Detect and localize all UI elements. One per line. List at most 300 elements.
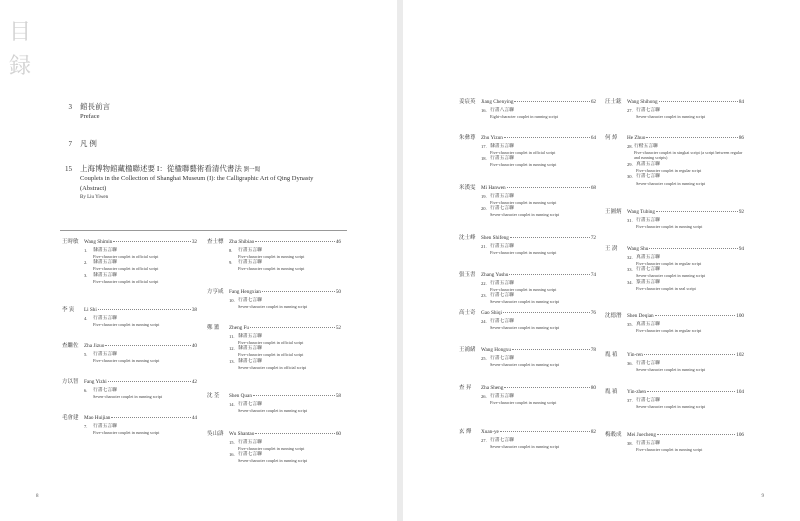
artist-name-zh: 吳山濤	[207, 431, 224, 437]
work-number: 27.	[481, 437, 487, 443]
dot-leader	[504, 387, 589, 388]
entry-heading	[62, 416, 197, 422]
front-matter-byline-zh: 劉一聞	[243, 167, 261, 173]
artist-name-en: Wang Hongxu	[481, 347, 511, 353]
work-description	[238, 452, 307, 464]
entry-page-number: 68	[590, 185, 596, 191]
artist-name-en: Wang Shimin	[84, 239, 113, 245]
work-list	[229, 440, 341, 464]
work-number: 22.	[481, 280, 487, 286]
work-title-zh: 行書五言聯	[490, 243, 514, 249]
work-item	[481, 144, 596, 156]
work-number: 33.	[627, 267, 633, 273]
dot-leader	[255, 241, 335, 242]
contents-entry[interactable]	[605, 433, 744, 452]
work-list	[229, 402, 341, 414]
work-number: 1.	[84, 247, 88, 253]
work-description	[636, 280, 696, 292]
work-title-zh: 隸書七言聯	[238, 358, 262, 364]
work-number: 36.	[627, 360, 633, 366]
work-number: 35.	[627, 321, 633, 327]
contents-entry[interactable]	[605, 353, 744, 372]
contents-entry[interactable]	[62, 308, 197, 327]
artist-name-en: Wang Tubing	[627, 209, 655, 215]
artist-name-en: Fang Yizhi	[84, 379, 107, 385]
entry-page-number: 76	[590, 310, 596, 316]
work-title-en: Seven-character couplet in running script	[636, 180, 706, 186]
contents-entry[interactable]	[459, 430, 596, 449]
dot-leader	[644, 354, 735, 355]
entry-page-number: 44	[191, 415, 197, 421]
contents-entry[interactable]	[207, 432, 341, 464]
work-number: 16.	[481, 107, 487, 113]
work-number: 9.	[229, 260, 233, 266]
work-title-zh: 行書五言聯	[490, 393, 514, 399]
dot-leader	[646, 137, 738, 138]
dot-leader	[649, 248, 737, 249]
work-title-en: Five-character couplet in running script	[490, 399, 557, 405]
work-number: 14.	[229, 401, 235, 407]
artist-name-en: Mi Hanwen	[481, 185, 506, 191]
work-item	[229, 402, 341, 414]
work-title-en: Five-character couplet in official script	[93, 279, 159, 285]
entry-page-number: 60	[335, 431, 341, 437]
work-title-en: Five-character couplet in regular script	[636, 327, 702, 333]
work-description	[490, 356, 559, 368]
work-title-en: Five-character couplet in running script	[238, 445, 305, 451]
dot-leader	[514, 101, 589, 102]
work-title-zh: 行書五言聯	[238, 260, 262, 266]
artist-name-en: Zha Shibiao	[229, 239, 255, 245]
work-description	[636, 441, 702, 453]
work-title-zh: 行書五言聯	[93, 351, 117, 357]
artist-name-zh: 方亨咸	[207, 289, 224, 295]
artist-name-zh: 米漢雯	[459, 185, 476, 191]
work-list	[84, 248, 197, 285]
work-description	[238, 359, 306, 371]
entry-page-number: 46	[335, 239, 341, 245]
work-title-en: Seven-character couplet in running script	[636, 366, 706, 372]
work-description	[238, 334, 303, 346]
work-title-zh: 行書七言聯	[238, 401, 262, 407]
work-description	[636, 322, 701, 334]
front-matter-preface[interactable]	[60, 101, 110, 122]
work-item	[84, 352, 197, 364]
work-description	[238, 346, 303, 358]
work-description	[636, 267, 705, 279]
work-item	[481, 206, 596, 218]
work-title-zh: 行書七言聯	[93, 387, 117, 393]
entry-heading	[605, 314, 744, 320]
work-list	[481, 144, 596, 168]
work-item	[627, 144, 744, 161]
work-list	[481, 319, 596, 331]
work-description	[490, 281, 556, 293]
work-title-en: Five-character couplet in official script	[238, 339, 304, 345]
artist-name-en: Xuan-ye	[481, 429, 499, 435]
artist-name-en: Gao Shiqi	[481, 310, 502, 316]
contents-entry[interactable]	[605, 210, 744, 229]
dot-leader	[262, 291, 335, 292]
work-list	[481, 108, 596, 120]
dot-leader	[105, 345, 191, 346]
artist-name-zh: 梅穀成	[605, 432, 622, 438]
work-number: 27.	[627, 107, 633, 113]
work-description	[238, 260, 304, 272]
work-description	[490, 194, 556, 206]
entry-heading	[459, 100, 596, 106]
work-description	[93, 248, 158, 260]
work-title-en: Seven-character couplet in running script	[490, 299, 560, 305]
contents-entry[interactable]	[207, 240, 341, 272]
dot-leader	[255, 433, 335, 434]
artist-name-zh: 方以智	[62, 379, 79, 385]
dot-leader	[512, 349, 590, 350]
work-title-zh: 行書七言聯	[490, 437, 514, 443]
work-number: 37.	[627, 397, 633, 403]
front-matter-notes[interactable]	[60, 138, 97, 149]
work-title-zh: 行書七言聯	[490, 293, 514, 299]
work-number: 21.	[481, 243, 487, 249]
work-title-en: Five-character couplet in running script	[636, 223, 703, 229]
work-item	[229, 334, 341, 346]
entry-page-number: 52	[335, 325, 341, 331]
contents-entry[interactable]	[459, 311, 596, 330]
dot-leader	[656, 211, 738, 212]
contents-entry[interactable]	[459, 236, 596, 255]
work-title-en: Five-character couplet in running script	[490, 162, 557, 168]
work-title-en: Five-character couplet in regular script	[636, 167, 702, 173]
work-description	[490, 156, 556, 168]
entry-heading	[459, 348, 596, 354]
work-item	[229, 440, 341, 452]
artist-name-zh: 高士奇	[459, 310, 476, 316]
artist-name-zh: 查繼佐	[62, 343, 79, 349]
work-item	[229, 359, 341, 371]
work-number: 25.	[481, 355, 487, 361]
work-item	[481, 438, 596, 450]
entry-heading	[459, 236, 596, 242]
work-number: 20.	[481, 206, 487, 212]
contents-entry[interactable]	[207, 326, 341, 371]
entry-heading	[62, 380, 197, 386]
work-title-en: Five-character couplet in running script	[93, 429, 160, 435]
entry-heading	[605, 433, 744, 439]
work-list	[481, 194, 596, 218]
work-title-zh: 真書五言聯	[636, 254, 660, 260]
work-description	[636, 218, 702, 230]
work-list	[627, 398, 744, 410]
work-title-en: Five-character couplet in official script	[93, 266, 159, 272]
work-title-en: Five-character couplet in running script	[636, 446, 703, 452]
entry-page-number: 74	[590, 272, 596, 278]
work-title-en: Seven-character couplet in running script	[490, 324, 560, 330]
work-description	[238, 440, 304, 452]
contents-entry[interactable]	[207, 290, 341, 309]
work-number: 4.	[84, 315, 88, 321]
entry-heading	[605, 136, 744, 142]
contents-entry[interactable]	[459, 100, 596, 119]
work-item	[229, 260, 341, 272]
contents-entry[interactable]	[605, 314, 744, 333]
work-list	[229, 298, 341, 310]
work-description	[636, 255, 701, 267]
front-matter-page: 15	[65, 165, 72, 173]
front-matter-title-en: Couplets in the Collection of Shanghai Museum (I): the Calligraphic Art of Qing Dynasty	[80, 175, 314, 182]
artist-name-zh: 胤 禛	[605, 389, 618, 395]
contents-entry[interactable]	[605, 136, 744, 186]
front-matter-subtitle-en: (Abstract)	[80, 185, 107, 193]
work-item	[627, 322, 744, 334]
left-page	[0, 0, 397, 521]
work-title-en: Five-character couplet in regular script	[636, 260, 702, 266]
work-list	[84, 352, 197, 364]
front-matter-title-zh: 凡 例	[80, 139, 97, 148]
work-description	[93, 260, 158, 272]
entry-heading	[207, 394, 341, 400]
dot-leader	[655, 315, 736, 316]
work-item	[481, 194, 596, 206]
work-description	[490, 206, 559, 218]
artist-name-en: Shen Deqian	[627, 313, 654, 319]
artist-name-zh: 王時敏	[62, 239, 79, 245]
work-description	[636, 162, 701, 174]
entry-page-number: 104	[736, 389, 744, 395]
work-description	[490, 319, 559, 331]
work-title-zh: 行書七言聯	[636, 267, 660, 273]
work-title-zh: 行書七言聯	[238, 452, 262, 458]
artist-name-en: Zha Jizuo	[84, 343, 105, 349]
work-item	[481, 356, 596, 368]
work-item	[84, 248, 197, 260]
dot-leader	[657, 434, 735, 435]
work-list	[84, 424, 197, 436]
artist-name-en: Zheng Fu	[229, 325, 250, 331]
work-item	[84, 273, 197, 285]
work-title-zh: 行書五言聯	[636, 440, 660, 446]
entry-page-number: 106	[736, 432, 744, 438]
entry-heading	[207, 326, 341, 332]
work-description	[238, 402, 307, 414]
front-matter-essay[interactable]	[60, 163, 360, 202]
work-title-zh: 隸書五言聯	[238, 346, 262, 352]
artist-name-en: Mao Huijian	[84, 415, 111, 421]
right-page	[403, 0, 800, 521]
work-number: 7.	[84, 423, 88, 429]
work-title-zh: 行書五言聯	[490, 156, 514, 162]
work-list	[627, 108, 744, 120]
work-item	[84, 424, 197, 436]
dot-leader	[500, 431, 590, 432]
dot-leader	[98, 309, 191, 310]
work-list	[84, 316, 197, 328]
artist-name-en: Zhu Yizun	[481, 135, 503, 141]
work-number: 16.	[229, 452, 235, 458]
entry-page-number: 42	[191, 379, 197, 385]
work-description	[93, 316, 159, 328]
contents-heading-char-2: 録	[9, 54, 32, 79]
contents-heading-char-1: 目	[9, 20, 32, 45]
entry-heading	[62, 308, 197, 314]
work-list	[627, 441, 744, 453]
work-number: 18.	[481, 156, 487, 162]
artist-name-en: Yin-ren	[627, 352, 643, 358]
work-item	[229, 298, 341, 310]
work-number: 23.	[481, 293, 487, 299]
work-description	[636, 174, 705, 186]
entry-heading	[207, 432, 341, 438]
work-number: 8.	[229, 247, 233, 253]
work-description	[490, 144, 555, 156]
contents-entry[interactable]	[605, 390, 744, 409]
work-number: 31.	[627, 217, 633, 223]
contents-entry[interactable]	[459, 273, 596, 305]
work-description	[490, 293, 559, 305]
work-description	[93, 388, 162, 400]
page-number-right: 9	[761, 494, 764, 499]
work-title-zh: 隸書五言聯	[93, 260, 117, 266]
entry-page-number: 78	[590, 347, 596, 353]
work-title-zh: 行書七言聯	[636, 360, 660, 366]
work-title-en: Five-character couplet in running script	[490, 199, 557, 205]
work-description	[634, 144, 744, 161]
work-item	[481, 319, 596, 331]
front-matter-page: 3	[68, 103, 72, 111]
work-title-zh: 隸書五言聯	[93, 272, 117, 278]
work-title-en: Seven-character couplet in running script	[490, 443, 560, 449]
work-description	[238, 248, 304, 260]
dot-leader	[504, 137, 590, 138]
work-number: 6.	[84, 387, 88, 393]
work-title-en: Seven-character couplet in running script	[636, 273, 706, 279]
dot-leader	[659, 101, 738, 102]
dot-leader	[253, 395, 335, 396]
entry-heading	[459, 273, 596, 279]
work-title-zh: 行書八言聯	[490, 107, 514, 113]
front-matter-byline-en: By Liu Yiwen	[80, 195, 109, 201]
work-list	[481, 394, 596, 406]
work-title-zh: 行書七言聯	[238, 297, 262, 303]
work-number: 17.	[481, 143, 487, 149]
contents-entry[interactable]	[459, 348, 596, 367]
artist-name-zh: 沈 荃	[207, 393, 220, 399]
work-item	[84, 388, 197, 400]
work-number: 3.	[84, 272, 88, 278]
entry-page-number: 50	[335, 289, 341, 295]
front-matter-title-zh: 上海博物館藏楹聯述要 I：從楹聯藝術看清代書法	[80, 164, 242, 173]
work-title-zh: 真書五言聯	[636, 161, 660, 167]
work-title-zh: 行書七言聯	[490, 318, 514, 324]
work-item	[627, 255, 744, 267]
work-title-zh: 行書七言聯	[636, 107, 660, 113]
work-item	[481, 244, 596, 256]
entry-page-number: 38	[191, 307, 197, 313]
artist-name-en: Zha Sheng	[481, 385, 504, 391]
entry-heading	[459, 186, 596, 192]
work-list	[84, 388, 197, 400]
work-title-zh: 篆書五言聯	[636, 279, 660, 285]
entry-heading	[605, 210, 744, 216]
artist-name-zh: 胤 禃	[605, 352, 618, 358]
work-title-en: Five-character couplet in xingkai script (a script between regular and running scripts)	[633, 149, 743, 161]
work-item	[481, 281, 596, 293]
work-title-en: Five-character couplet in running script	[93, 321, 160, 327]
work-title-zh: 隸書五言聯	[93, 247, 117, 253]
work-title-en: Seven-character couplet in official script	[238, 365, 307, 371]
work-list	[627, 255, 744, 292]
contents-entry[interactable]	[605, 100, 744, 119]
work-item	[481, 108, 596, 120]
artist-name-en: Shen Quan	[229, 393, 252, 399]
entry-page-number: 40	[191, 343, 197, 349]
work-description	[490, 244, 556, 256]
artist-name-en: Wang Shu	[627, 246, 649, 252]
entry-page-number: 92	[738, 209, 744, 215]
work-title-zh: 行楷五言聯	[633, 143, 658, 149]
work-list	[481, 244, 596, 256]
work-item	[481, 394, 596, 406]
work-item	[229, 346, 341, 358]
work-item	[627, 398, 744, 410]
work-title-en: Five-character couplet in running script	[490, 286, 557, 292]
contents-entry[interactable]	[62, 240, 197, 285]
work-item	[481, 156, 596, 168]
contents-entry[interactable]	[62, 344, 197, 363]
work-title-en: Five-character couplet in running script	[93, 357, 160, 363]
work-title-en: Five-character couplet in running script	[238, 266, 305, 272]
work-item	[229, 452, 341, 464]
work-description	[636, 108, 705, 120]
work-number: 5.	[84, 351, 88, 357]
contents-entry[interactable]	[62, 416, 197, 435]
work-item	[627, 108, 744, 120]
work-list	[627, 361, 744, 373]
artist-name-en: Jiang Chenying	[481, 99, 514, 105]
artist-name-en: Mei Juecheng	[627, 432, 656, 438]
work-number: 38.	[627, 440, 633, 446]
work-title-en: Seven-character couplet in running script	[490, 212, 560, 218]
work-list	[627, 144, 744, 187]
artist-name-en: He Zhuo	[627, 135, 646, 141]
artist-name-zh: 玄 燁	[459, 429, 472, 435]
contents-entry[interactable]	[605, 247, 744, 292]
work-title-en: Five-character couplet in seal script	[636, 286, 696, 292]
contents-entry[interactable]	[207, 394, 341, 413]
work-number: 12.	[229, 346, 235, 352]
work-title-zh: 行書五言聯	[238, 247, 262, 253]
entry-heading	[62, 240, 197, 246]
entry-page-number: 100	[736, 313, 744, 319]
contents-entry[interactable]	[459, 386, 596, 405]
dot-leader	[108, 381, 191, 382]
work-number: 30.	[627, 174, 633, 180]
work-number: 26.	[481, 393, 487, 399]
contents-entry[interactable]	[62, 380, 197, 399]
work-number: 15.	[229, 439, 235, 445]
work-item	[84, 260, 197, 272]
contents-entry[interactable]	[459, 136, 596, 168]
work-number: 24.	[481, 318, 487, 324]
work-number: 34.	[627, 279, 633, 285]
work-item	[481, 293, 596, 305]
entry-heading	[207, 290, 341, 296]
artist-name-en: Fang Hengxian	[229, 289, 261, 295]
work-title-en: Seven-character couplet in running script	[238, 303, 308, 309]
work-title-zh: 行書五言聯	[490, 193, 514, 199]
artist-name-zh: 毛會建	[62, 415, 79, 421]
entry-page-number: 64	[590, 135, 596, 141]
contents-entry[interactable]	[459, 186, 596, 218]
